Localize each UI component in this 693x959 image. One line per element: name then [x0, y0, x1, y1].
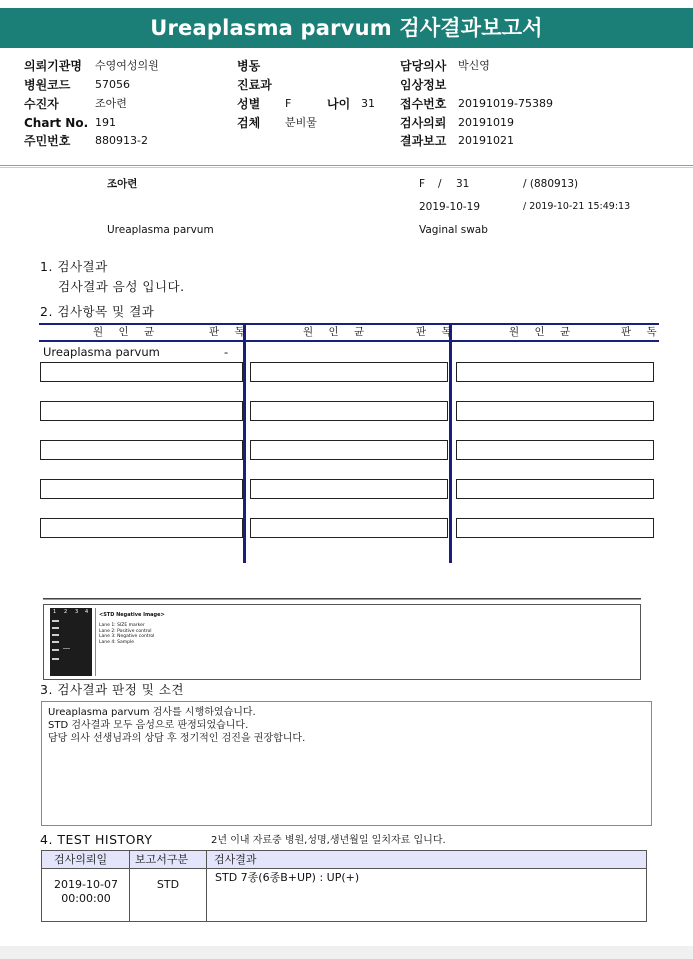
patient-value: 조아련	[95, 97, 127, 110]
empty-result-box	[40, 362, 243, 382]
accession-no-label: 접수번호	[400, 97, 447, 111]
column-divider-1	[243, 323, 246, 563]
result-organism: Ureaplasma parvum	[43, 345, 160, 359]
summary-resident: / (880913)	[523, 178, 579, 190]
department-label: 진료과	[237, 78, 272, 92]
hospital-code-value: 57056	[95, 78, 130, 91]
opinion-line: 담당 의사 선생님과의 상담 후 정기적인 검진을 권장합니다.	[48, 733, 306, 744]
gel-image	[50, 608, 92, 676]
report-title: Ureaplasma parvum 검사결과보고서	[0, 8, 693, 48]
opinion-box	[41, 701, 652, 826]
gel-band	[52, 634, 59, 636]
empty-result-box	[456, 479, 654, 499]
doctor-label: 담당의사	[400, 59, 447, 73]
gel-legend-box	[95, 608, 165, 676]
history-time: 00:00:00	[61, 892, 111, 905]
col2-organism-header: 원 인 균	[303, 326, 371, 338]
empty-result-box	[250, 479, 448, 499]
specimen-label: 검체	[237, 116, 261, 130]
section1-heading: 1. 검사결과	[40, 259, 108, 274]
col3-judgement-header: 판 독	[621, 326, 663, 338]
doctor-value: 박신영	[458, 59, 490, 72]
section4-heading: 4. TEST HISTORY	[40, 832, 153, 847]
chart-no-label: Chart No.	[24, 116, 89, 130]
summary-slash: /	[438, 178, 442, 190]
sex-value: F	[285, 97, 292, 110]
opinion-line: Ureaplasma parvum 검사를 시행하였습니다.	[48, 707, 256, 718]
age-label: 나이	[327, 97, 351, 111]
report-date-value: 20191021	[458, 134, 514, 147]
col2-judgement-header: 판 독	[416, 326, 458, 338]
summary-collected: 2019-10-19	[419, 201, 481, 213]
empty-result-box	[40, 401, 243, 421]
history-col-date: 검사의뢰일	[54, 853, 108, 866]
summary-sex: F	[419, 178, 426, 190]
patient-label: 수진자	[24, 97, 59, 111]
opinion-line: STD 검사결과 모두 음성으로 판정되었습니다.	[48, 720, 249, 731]
empty-result-box	[250, 440, 448, 460]
ward-label: 병동	[237, 59, 261, 73]
history-result: STD 7종(6종B+UP) : UP(+)	[215, 871, 360, 884]
col1-judgement-header: 판 독	[209, 326, 251, 338]
empty-result-box	[456, 362, 654, 382]
history-type: STD	[156, 878, 180, 891]
section2-heading: 2. 검사항목 및 결과	[40, 304, 155, 319]
report-date-label: 결과보고	[400, 134, 447, 148]
empty-result-box	[40, 479, 243, 499]
gel-legend-line: Lane 3: Negative control	[99, 634, 155, 639]
col3-organism-header: 원 인 균	[509, 326, 577, 338]
lane-number: 1	[53, 609, 57, 615]
sex-label: 성별	[237, 97, 261, 111]
header-info	[0, 48, 693, 166]
gel-title: <STD Negative Image>	[99, 612, 165, 618]
accession-no-value: 20191019-75389	[458, 97, 553, 110]
lane-number: 4	[85, 609, 89, 615]
lane-number: 3	[75, 609, 79, 615]
history-table	[41, 850, 647, 922]
panel-top-line	[43, 598, 641, 600]
section4-note: 2년 이내 자료중 병원,성명,생년월일 일치자료 입니다.	[211, 835, 446, 846]
specimen-value: 분비물	[285, 116, 317, 129]
table-header-line	[39, 340, 659, 342]
request-date-value: 20191019	[458, 116, 514, 129]
resident-no-label: 주민번호	[24, 134, 71, 148]
request-date-label: 검사의뢰	[400, 116, 447, 130]
gel-legend-line: Lane 1: SIZE marker	[99, 623, 145, 628]
summary-reported: / 2019-10-21 15:49:13	[523, 201, 631, 212]
gel-band	[52, 658, 59, 660]
gel-image-panel	[43, 598, 641, 680]
history-col-divider	[206, 850, 207, 922]
gel-band	[52, 641, 59, 643]
history-date: 2019-10-07	[54, 878, 118, 891]
hospital-value: 수영여성의원	[95, 59, 159, 72]
empty-result-box	[456, 440, 654, 460]
table-top-line	[39, 323, 659, 325]
gel-band	[52, 620, 59, 622]
header-divider-2	[0, 167, 693, 168]
gel-band	[52, 649, 59, 651]
section3-heading: 3. 검사결과 판정 및 소견	[40, 682, 184, 697]
empty-result-box	[40, 518, 243, 538]
empty-result-box	[456, 401, 654, 421]
resident-no-value: 880913-2	[95, 134, 148, 147]
lane-number: 2	[64, 609, 68, 615]
history-col-type: 보고서구분	[135, 853, 189, 866]
gel-legend-line: Lane 2: Positive control	[99, 628, 152, 634]
empty-result-box	[250, 518, 448, 538]
chart-no-value: 191	[95, 116, 116, 129]
hospital-label: 의뢰기관명	[24, 59, 82, 73]
age-value: 31	[361, 97, 375, 110]
gel-legend-line: Lane 4: Sample	[99, 639, 134, 645]
summary-name: 조아련	[107, 178, 138, 190]
section1-result: 검사결과 음성 입니다.	[58, 279, 185, 294]
empty-result-box	[456, 518, 654, 538]
column-divider-2	[449, 323, 452, 563]
gel-band	[63, 648, 70, 649]
summary-test-name: Ureaplasma parvum	[107, 224, 214, 236]
empty-result-box	[40, 440, 243, 460]
page-footer-strip	[0, 946, 693, 959]
history-header-row	[41, 850, 647, 869]
history-col-result: 검사결과	[214, 853, 257, 866]
summary-age: 31	[456, 178, 470, 190]
clinical-info-label: 임상정보	[400, 78, 447, 92]
hospital-code-label: 병원코드	[24, 78, 71, 92]
empty-result-box	[250, 401, 448, 421]
result-judgement: -	[224, 345, 229, 359]
empty-result-box	[250, 362, 448, 382]
col1-organism-header: 원 인 균	[93, 326, 161, 338]
summary-specimen: Vaginal swab	[419, 224, 488, 236]
header-divider	[0, 165, 693, 166]
results-table	[39, 323, 663, 563]
gel-band	[52, 627, 59, 629]
